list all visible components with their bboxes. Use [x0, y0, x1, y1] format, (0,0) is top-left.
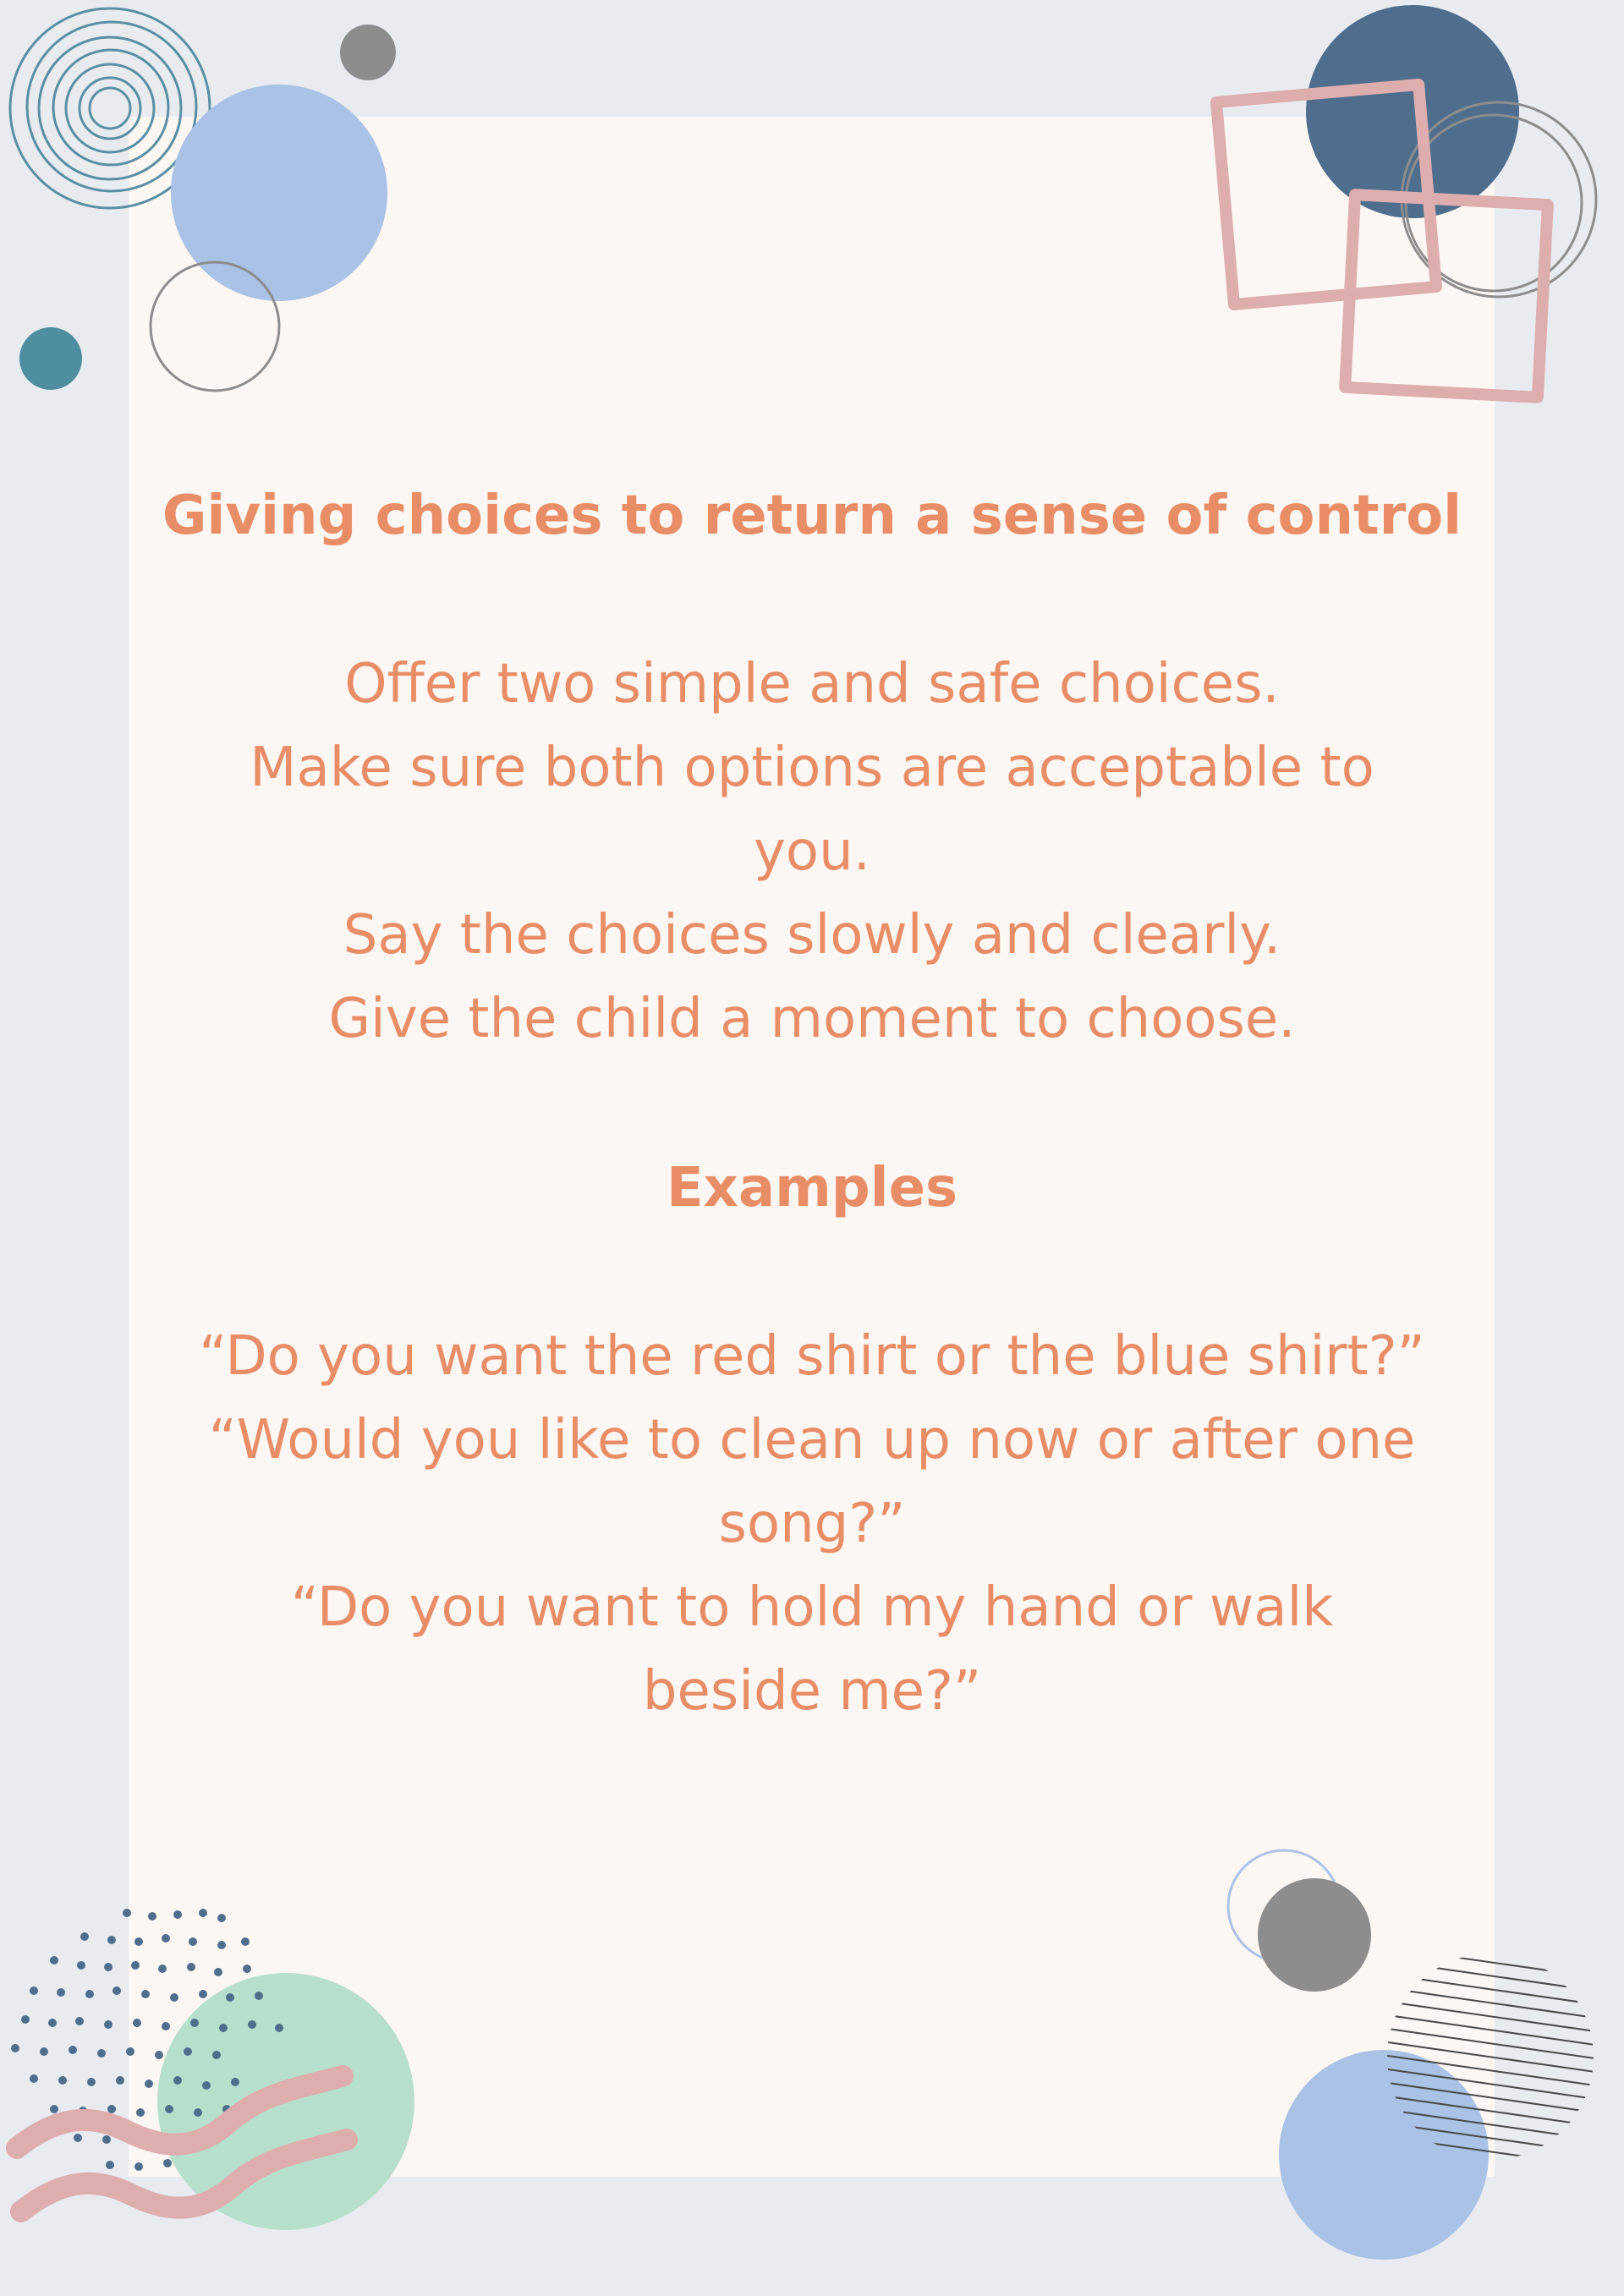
example-line: “Do you want to hold my hand or walk	[290, 1576, 1334, 1639]
teal-dot	[19, 327, 82, 390]
step-line: you.	[754, 820, 870, 883]
spacer	[152, 558, 1472, 643]
example-line: “Do you want the red shirt or the blue shirt?”	[199, 1325, 1425, 1388]
spacer	[152, 1061, 1472, 1146]
spacer	[152, 1230, 1472, 1315]
step-line: Make sure both options are acceptable to	[250, 737, 1374, 799]
example-line: “Would you like to clean up now or after one	[208, 1409, 1416, 1471]
page-title: Giving choices to return a sense of control	[162, 485, 1462, 547]
main-content	[152, 474, 1472, 1734]
example-line: song?”	[718, 1493, 906, 1555]
step-line: Give the child a moment to choose.	[328, 988, 1296, 1050]
step-line: Offer two simple and safe choices.	[344, 653, 1280, 715]
step-line: Say the choices slowly and clearly.	[343, 904, 1281, 967]
examples-heading: Examples	[666, 1157, 958, 1219]
gray-dot	[340, 25, 396, 80]
example-line: beside me?”	[642, 1660, 982, 1723]
